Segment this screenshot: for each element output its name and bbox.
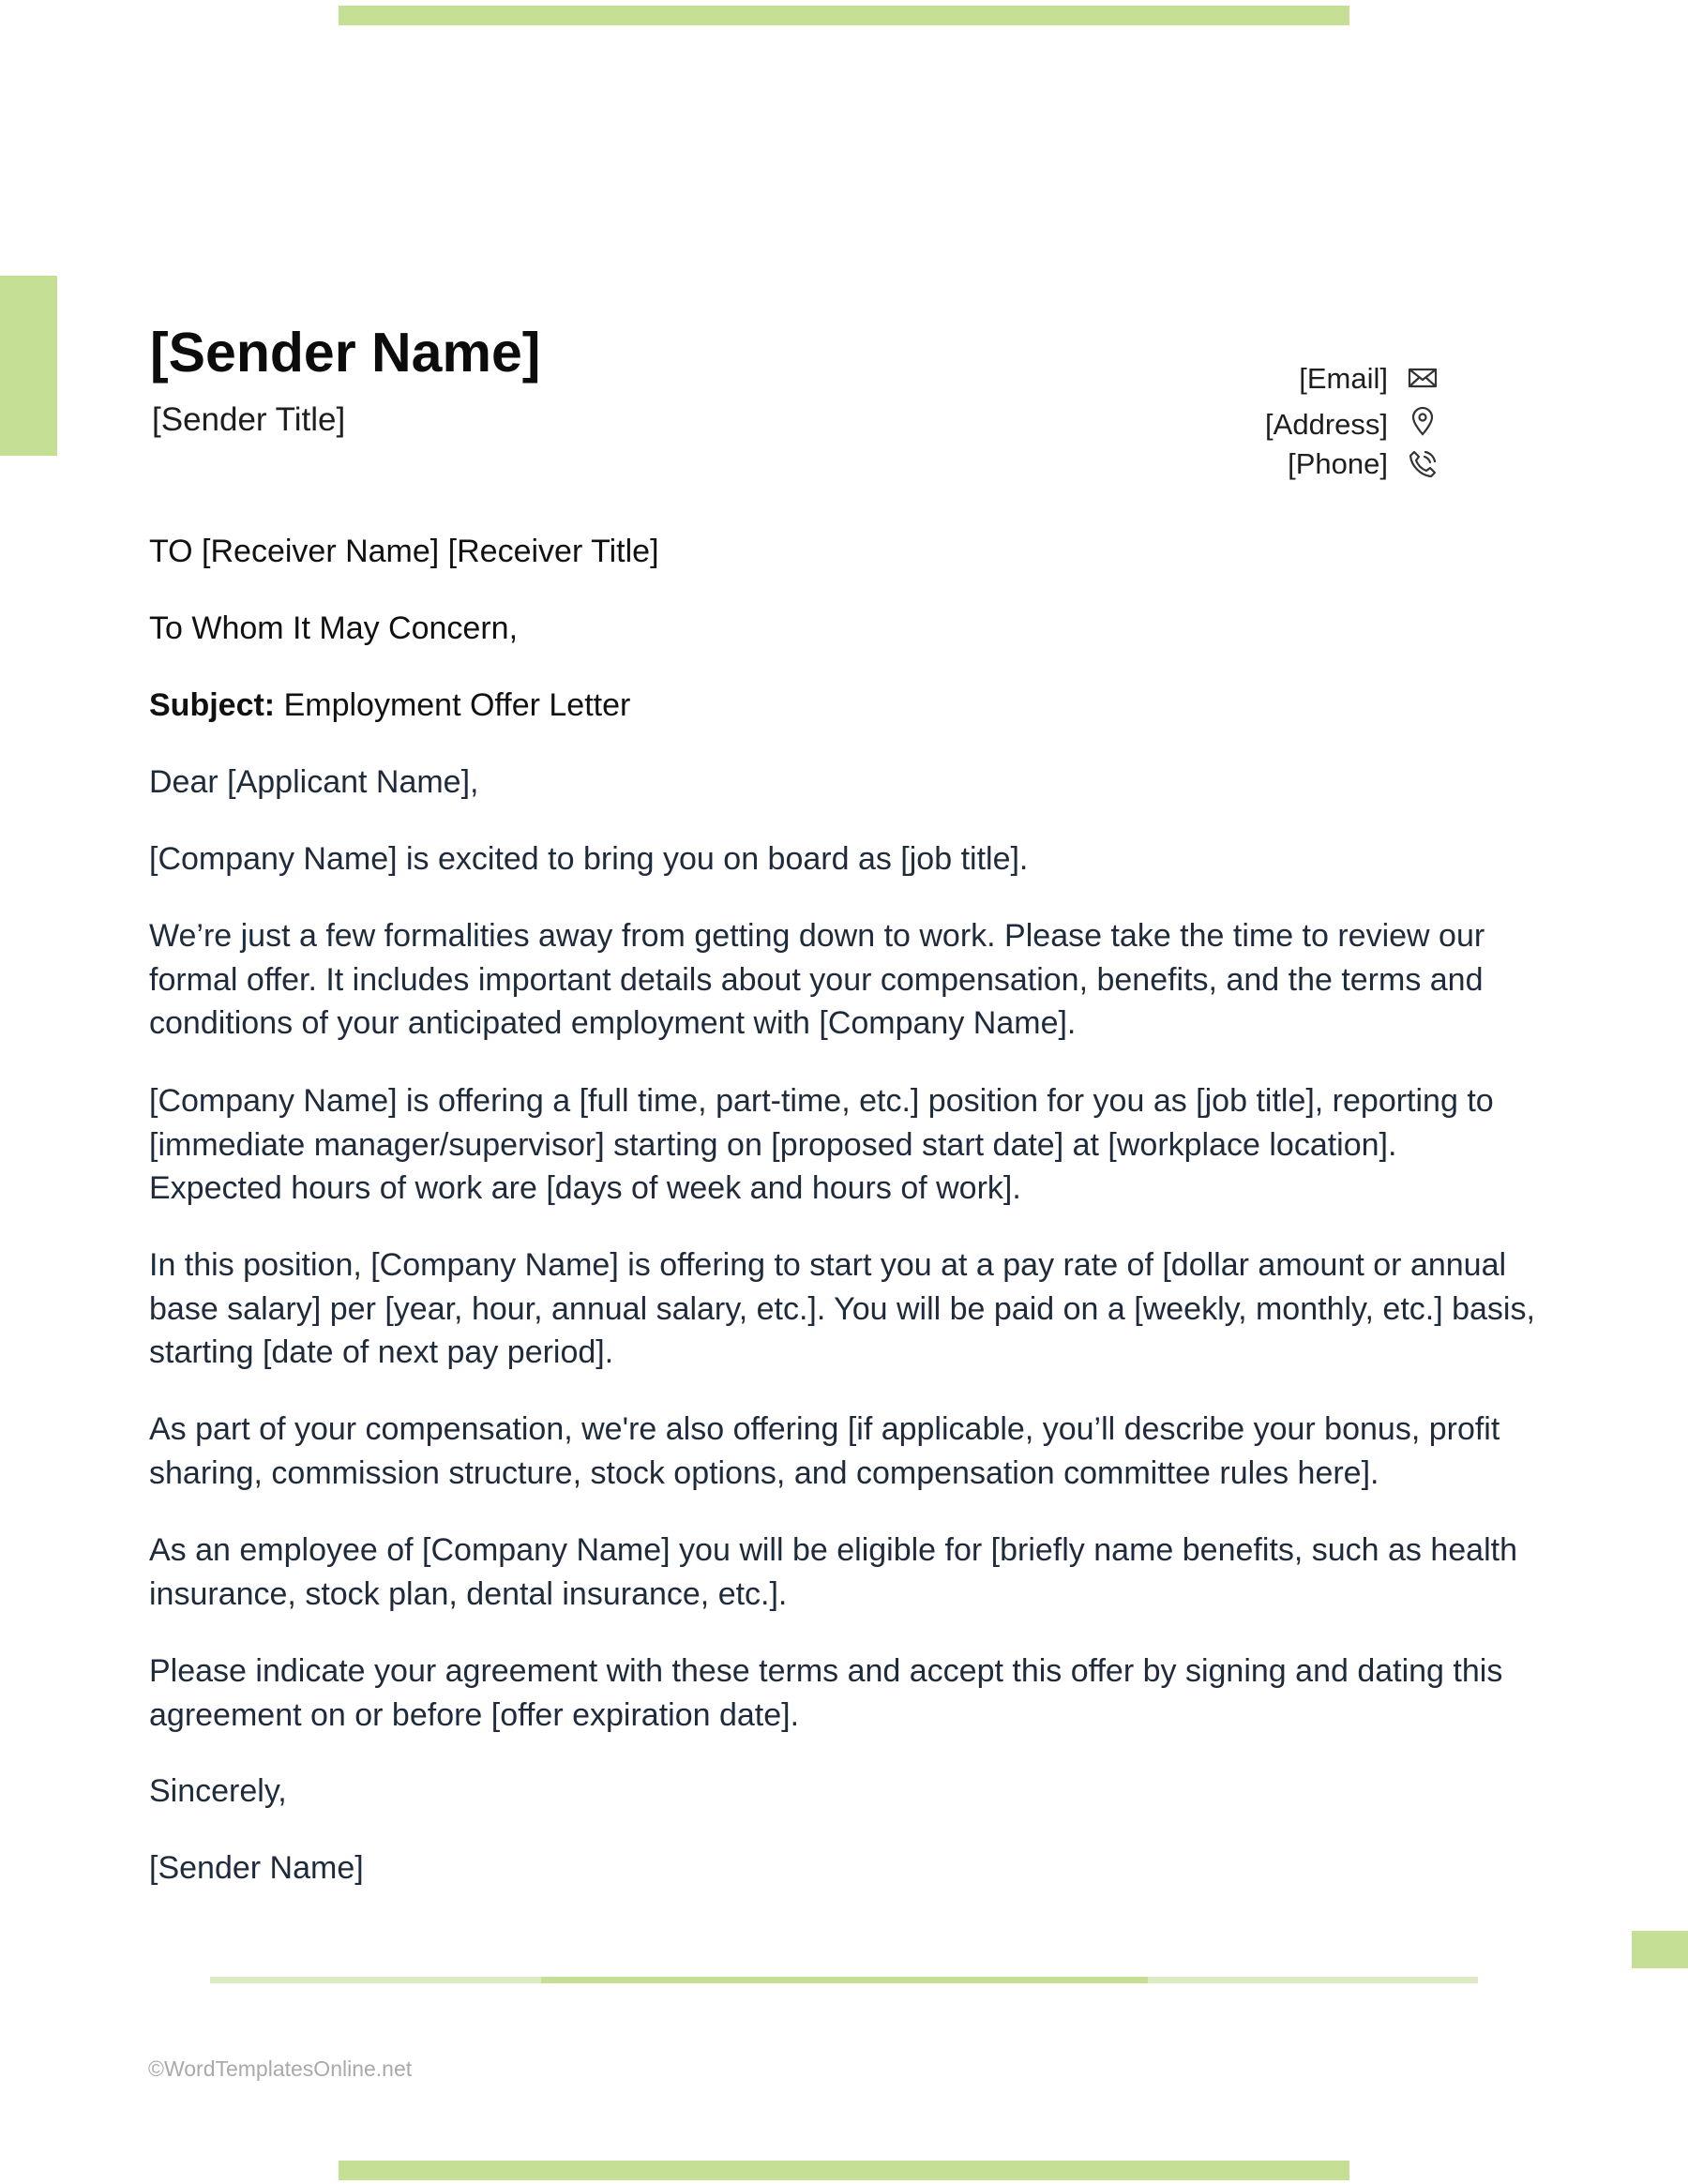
right-accent-bar [1632,1931,1688,1968]
paragraph-pay: In this position, [Company Name] is offering to start you at a pay rate of [dollar amount or annual base salary] per [year, hour, annual salary, etc.]. You will be paid on a [weekly, monthly, etc.] basis, starting [date of next pay period]. [149,1247,1535,1370]
sender-title: [Sender Title] [152,401,346,438]
signature-name: [Sender Name] [149,1850,364,1886]
general-salutation: To Whom It May Concern, [149,610,519,646]
receiver-line: TO [Receiver Name] [Receiver Title] [149,534,659,569]
envelope-icon [1407,362,1439,394]
sender-name: [Sender Name] [150,322,541,384]
paragraph-benefits: As an employee of [Company Name] you will be eligible for [briefly name benefits, such as health insurance, stock plan, dental insurance, etc.]. [149,1532,1517,1612]
paragraph-agreement: Please indicate your agreement with these terms and accept this offer by signing and dating this agreement on or before [offer expiration date]. [149,1653,1503,1733]
subject-line [149,684,1537,728]
watermark: ©WordTemplatesOnline.net [148,2056,413,2081]
contact-address: [Address] [1265,408,1388,441]
map-pin-icon [1407,405,1439,437]
paragraph-compensation: As part of your compensation, we're also offering [if applicable, you’ll describe your bonus, profit sharing, commission structure, stock options, and compensation committee rules here]. [149,1411,1500,1491]
phone-icon [1407,448,1439,480]
contact-phone: [Phone] [1288,447,1388,480]
subject-label: Subject: [149,687,276,723]
paragraph-formalities: We’re just a few formalities away from getting down to work. Please take the time to review our formal offer. It includes important details about your compensation, benefits, and the terms and conditions of your anticipated employment with [Company Name]. [149,918,1485,1041]
footer-divider-accent [541,1977,1148,1983]
left-accent-bar [0,276,57,456]
top-accent-bar [339,6,1349,25]
bottom-accent-bar [339,2161,1349,2180]
subject-text: Employment Offer Letter [275,687,631,723]
closing: Sincerely, [149,1773,287,1809]
paragraph-intro: [Company Name] is excited to bring you on board as [job title]. [149,841,1029,877]
greeting: Dear [Applicant Name], [149,764,479,800]
paragraph-position: [Company Name] is offering a [full time, part-time, etc.] position for you as [job title], reporting to [immediate manager/supervisor] starting on [proposed start date] at [workplace location]. Expected hours of work are [days of week and hours of work]. [149,1083,1494,1206]
contact-email: [Email] [1299,362,1388,395]
